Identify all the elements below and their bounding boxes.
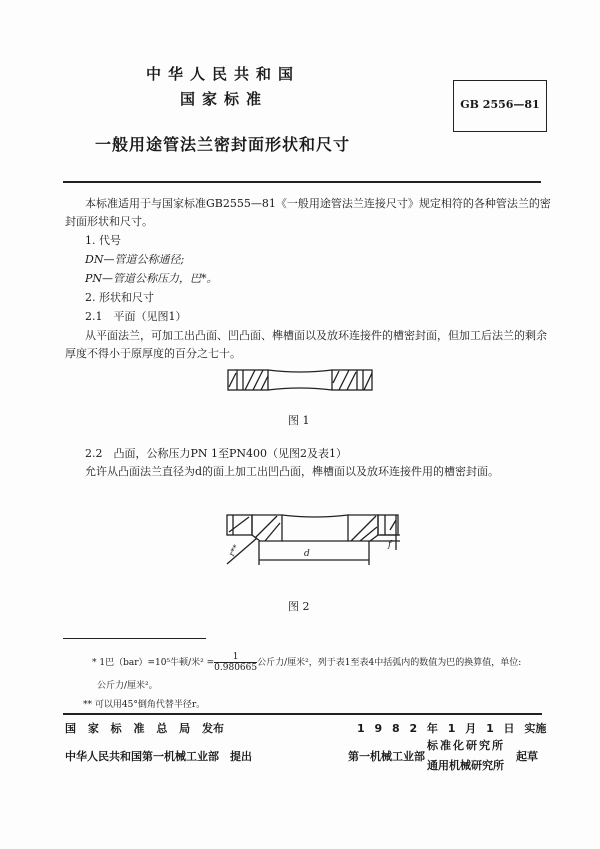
footnote-1-cont: 公斤力/厘米²。 [97,681,158,691]
drafter-ministry: 第一机械工业部 [348,750,425,763]
figure-1-caption: 图 1 [288,414,310,427]
drafter-institute-2: 通用机械研究所 [427,759,504,772]
figure-2-caption: 图 2 [288,600,310,613]
figure-1-drawing [225,365,375,395]
effective-date: 1 9 8 2 年 1 月 1 日 实施 [357,722,547,735]
figure-2-label-f: f [388,540,392,550]
paragraph: 封面形状和尺寸。 [65,215,153,228]
footnote-1: * 1巴（bar）=10⁵牛顿/米² = $\frac{1}{0.980665}$公斤力/厘米²，列于表1至表4中括弧内的数值为巴的换算值，单位: [92,652,522,673]
issuer: 国 家 标 准 总 局 发布 [65,722,224,735]
definition-dn: DN—管道公称通径; [85,253,185,266]
title-rule [63,181,541,183]
figure-2-label-r: r** [227,543,241,558]
proposer: 中华人民共和国第一机械工业部 提出 [65,750,252,763]
paragraph: 从平面法兰，可加工出凸面、凹凸面、榫槽面以及放环连接件的槽密封面，但加工后法兰的剩余 [85,329,547,342]
figure-2-drawing [225,510,405,580]
header-standard-type: 国家标准 [180,90,269,108]
standard-code-box [453,80,547,132]
section-heading: 1. 代号 [85,234,121,247]
paragraph: 允许从凸面法兰直径为d的面上加工出凹凸面，榫槽面以及放环连接件用的槽密封面。 [85,465,500,478]
figure-2-label-d: d [304,549,310,559]
section-heading: 2.2 凸面，公称压力PN 1至PN400（见图2及表1） [85,447,348,460]
section-heading: 2.1 平面（见图1） [85,310,187,323]
drafter-institute-1: 标准化研究所 [427,739,505,752]
paragraph: 厚度不得小于原厚度的百分之七十。 [65,347,241,360]
standard-code: GB 2556—81 [460,98,540,111]
header-country: 中华人民共和国 [146,65,301,83]
footer-rule [63,713,542,715]
definition-pn: PN—管道公称压力，巴*。 [85,272,218,285]
drafted-label: 起草 [516,750,538,763]
footnote-2: ** 可以用45°倒角代替半径r。 [83,700,206,710]
section-heading: 2. 形状和尺寸 [85,291,154,304]
footnote-rule [63,638,206,639]
document-title: 一般用途管法兰密封面形状和尺寸 [95,135,351,154]
paragraph: 本标准适用于与国家标准GB2555—81《一般用途管法兰连接尺寸》规定相符的各种管法兰的密 [85,197,551,210]
